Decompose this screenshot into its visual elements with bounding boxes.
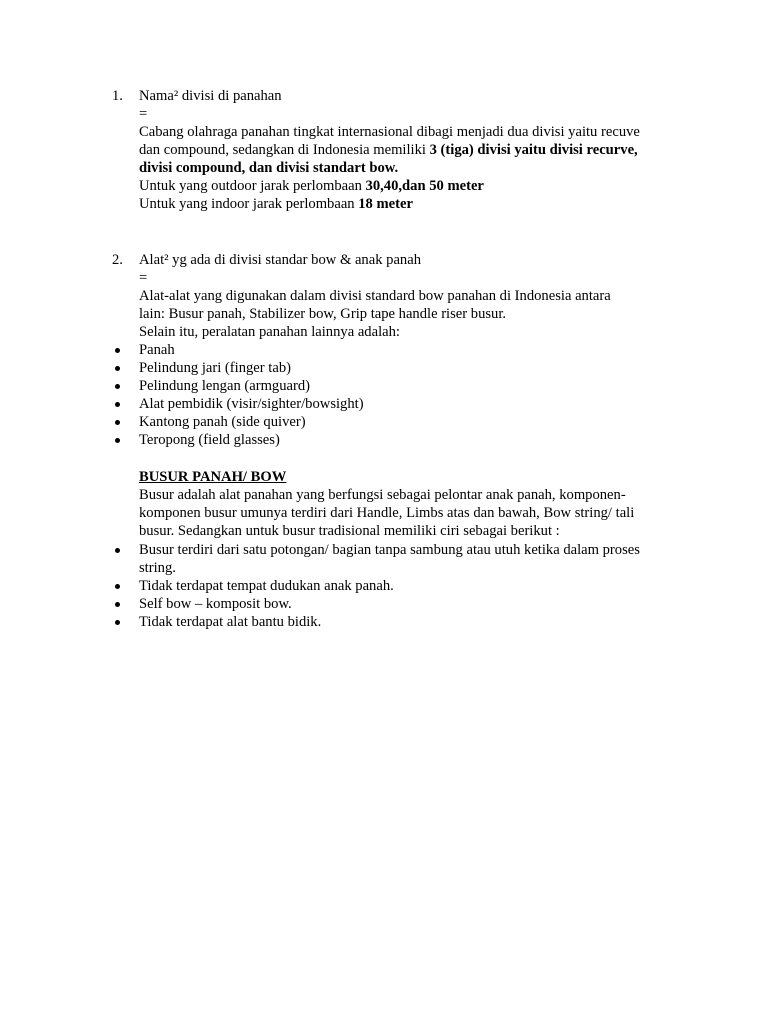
outdoor-distance-line [139,177,694,195]
list-item [112,431,364,449]
bullet-icon [115,384,120,389]
section-2-number: 2. [112,252,123,268]
list-item-text: Teropong (field glasses) [139,432,280,448]
list-item-text: Alat pembidik (visir/sighter/bowsight) [139,396,364,412]
bullet-icon [115,620,120,625]
bullet-icon [115,420,120,425]
section-1-number: 1. [112,88,123,104]
list-item-text: Tidak terdapat tempat dudukan anak panah. [139,578,394,594]
section-2-title: Alat² yg ada di divisi standar bow & anak panah [139,252,421,268]
section-3-paragraph-line-2: komponen busur umunya terdiri dari Handle, Limbs atas dan bawah, Bow string/ tali [139,505,635,521]
indoor-distance: 18 meter [358,196,413,212]
list-item-text: Pelindung lengan (armguard) [139,378,311,394]
bullet-icon [115,366,120,371]
section-1-paragraph-line-2 [139,141,694,159]
outdoor-distance: 30,40,dan 50 meter [365,178,484,194]
section-3-paragraph-line-1: Busur adalah alat panahan yang berfungsi sebagai pelontar anak panah, komponen- [139,487,626,503]
section-2-paragraph-line-3: Selain itu, peralatan panahan lainnya adalah: [139,324,400,340]
section-1-paragraph-line-1: Cabang olahraga panahan tingkat internasional dibagi menjadi dua divisi yaitu recuve [139,124,640,140]
list-item-text: Panah [139,342,175,358]
list-item-text: Tidak terdapat alat bantu bidik. [139,614,322,630]
list-item-text-line-1: Busur terdiri dari satu potongan/ bagian tanpa sambung atau utuh ketika dalam proses [139,542,640,558]
list-item [112,613,640,631]
list-item [112,359,364,377]
section-2-equals: = [139,270,148,286]
bullet-icon [115,438,120,443]
section-2-body [139,251,694,341]
list-item [112,413,364,431]
section-1-equals: = [139,106,148,122]
section-3-heading: BUSUR PANAH/ BOW [139,469,287,485]
list-item [112,377,364,395]
list-item-text: Self bow – komposit bow. [139,596,292,612]
list-item-text: Pelindung jari (finger tab) [139,360,291,376]
bold-text: divisi compound, dan divisi standart bow. [139,160,399,176]
section-3-body [139,468,694,540]
list-item [112,395,364,413]
bullet-icon [115,348,120,353]
section-1-title: Nama² divisi di panahan [139,88,282,104]
bullet-icon [115,602,120,607]
list-item [112,541,640,577]
section-1-body [139,87,694,213]
bullet-icon [115,548,120,553]
bold-text: 3 (tiga) divisi yaitu divisi recurve, [429,142,638,158]
indoor-text: Untuk yang indoor jarak perlombaan [139,196,359,212]
list-item [112,341,364,359]
indoor-distance-line [139,195,694,213]
bullet-icon [115,402,120,407]
list-item [112,595,640,613]
list-item-text-line-2: string. [139,560,176,576]
section-1-paragraph-line-3 [139,159,694,177]
bullet-icon [115,584,120,589]
equipment-list [112,341,364,449]
outdoor-text: Untuk yang outdoor jarak perlombaan [139,178,366,194]
paragraph-text: dan compound, sedangkan di Indonesia memiliki [139,142,430,158]
section-3-paragraph-line-3: busur. Sedangkan untuk busur tradisional memiliki ciri sebagai berikut : [139,523,560,539]
list-item-text: Kantong panah (side quiver) [139,414,306,430]
section-2-paragraph-line-2: lain: Busur panah, Stabilizer bow, Grip tape handle riser busur. [139,306,507,322]
list-item [112,577,640,595]
section-2-paragraph-line-1: Alat-alat yang digunakan dalam divisi standard bow panahan di Indonesia antara [139,288,611,304]
traditional-bow-list [112,541,640,631]
